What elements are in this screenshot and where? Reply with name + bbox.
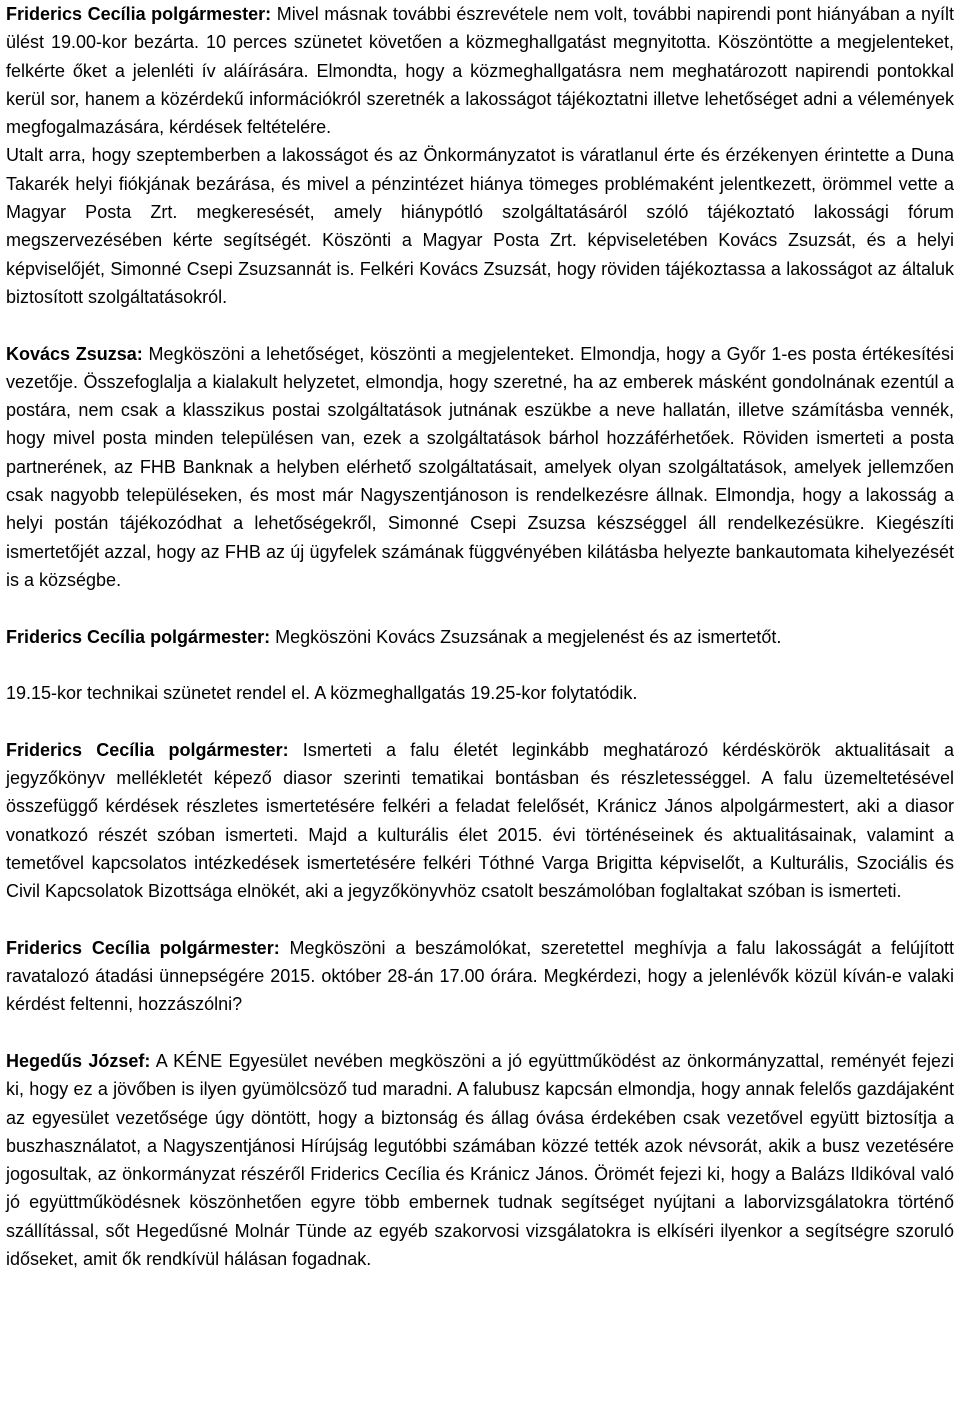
speaker-name: Friderics Cecília polgármester: — [6, 739, 289, 760]
paragraph-kovacs — [6, 340, 954, 595]
paragraph-text: Megköszöni Kovács Zsuzsának a megjelenést és az ismertetőt. — [270, 626, 782, 647]
document-page — [6, 0, 954, 1273]
paragraph-text: 19.15-kor technikai szünetet rendel el. A közmeghallgatás 19.25-kor folytatódik. — [6, 683, 638, 704]
speaker-name: Friderics Cecília polgármester: — [6, 937, 280, 958]
paragraph-break-notice — [6, 679, 954, 707]
paragraph-spacer — [6, 594, 954, 622]
paragraph-text: Mivel másnak további észrevétele nem volt, további napirendi pont hiányában a nyílt ülést 19.00-kor bezárta. 10 perces szünetet követően a közmeghallgatást megnyitotta. Köszöntötte a megjelenteket, felkérte őket a jelenléti ív aláírására. Elmondta, hogy a közmeghallgatásra nem meghatározott napirendi pontokkal kerül sor, hanem a közérdekű információkról szeretnék a lakosságot tájékoztatni illetve lehetőséget adni a vélemények megfogalmazására, kérdések feltételére. — [6, 4, 955, 138]
speaker-name: Friderics Cecília polgármester: — [6, 4, 272, 24]
speaker-name: Kovács Zsuzsa: — [6, 343, 143, 364]
paragraph-spacer — [6, 906, 954, 934]
paragraph-text: A KÉNE Egyesület nevében megköszöni a jó együttműködést az önkormányzattal, reményét fejezi ki, hogy ez a jövőben is ilyen gyümölcsöző tud maradni. A falubusz kapcsán elmondja, hogy annak felelős gazdájaként az egyesület vezetősége úgy döntött, hogy a biztonság és állag óvása érdekében csak vezetővel együtt biztosítja a buszhasználatot, a Nagyszentjánosi Hírújság legutóbbi számában közzé tették azok névsorát, akik a busz vezetésére jogosultak, az önkormányzat részéről Friderics Cecília és Kránicz János. Örömét fejezi ki, hogy a Balázs Ildikóval való jó együttműködésnek köszönhetően egyre több embernek tudnak segítséget nyújtani a laborvizsgálatokra történő szállítással, sőt Hegedűsné Molnár Tünde az egyéb szakorvosi vizsgálatokra is elkíséri ilyenkor a segítségre szoruló időseket, amit ők rendkívül hálásan fogadnak. — [6, 1050, 954, 1270]
paragraph-thanks — [6, 623, 954, 651]
paragraph-hegedus — [6, 1047, 954, 1273]
paragraph-village-life — [6, 736, 954, 906]
paragraph-spacer — [6, 1019, 954, 1047]
paragraph-text: Megköszöni a beszámolókat, szeretettel meghívja a falu lakosságát a felújított ravatalozó átadási ünnepségére 2015. október 28-án 17.00 órára. Megkérdezi, hogy a jelenlévők közül kíván-e valaki kérdést feltenni, hozzászólni? — [6, 937, 954, 1015]
paragraph-spacer — [6, 707, 954, 735]
paragraph-invitation — [6, 934, 954, 1019]
paragraph-spacer — [6, 311, 954, 339]
paragraph-text: Ismerteti a falu életét leginkább meghatározó kérdéskörök aktualitásait a jegyzőkönyv mellékletét képező diasor szerinti tematikai bontásban és részletességgel. A falu üzemeltetésével összefüggő kérdések részletes ismertetésére felkéri a feladat felelősét, Kránicz János alpolgármestert, aki a diasor vonatkozó részét szóban ismerteti. Majd a kulturális élet 2015. évi történéseinek és aktualitásainak, valamint a temetővel kapcsolatos intézkedések ismertetésére felkéri Tóthné Varga Brigitta képviselőt, a Kulturális, Szociális és Civil Kapcsolatok Bizottsága elnökét, aki a jegyzőkönyvhöz csatolt beszámolóban foglaltakat szóban is ismerteti. — [6, 739, 954, 902]
paragraph-opening — [6, 0, 954, 141]
paragraph-spacer — [6, 651, 954, 679]
paragraph-text: Utalt arra, hogy szeptemberben a lakosságot és az Önkormányzatot is váratlanul érte és érzékenyen érintette a Duna Takarék helyi fiókjának bezárása, és mivel a pénzintézet hiánya tömeges problémaként jelentkezett, örömmel vette a Magyar Posta Zrt. megkeresését, amely hiánypótló szolgáltatásáról szóló tájékoztató lakossági fórum megszervezésében kérte segítségét. Köszönti a Magyar Posta Zrt. képviseletében Kovács Zsuzsát, és a helyi képviselőjét, Simonné Csepi Zsuzsannát is. Felkéri Kovács Zsuzsát, hogy röviden tájékoztassa a lakosságot az általuk biztosított szolgáltatásokról. — [6, 145, 954, 307]
paragraph-bank-closure — [6, 141, 954, 311]
paragraph-text: Megköszöni a lehetőséget, köszönti a megjelenteket. Elmondja, hogy a Győr 1-es posta értékesítési vezetője. Összefoglalja a kialakult helyzetet, elmondja, hogy szeretné, ha az emberek másként gondolnának ezentúl a postára, nem csak a klasszikus postai szolgáltatások jutnának eszükbe a neve hallatán, illetve számításba vennék, hogy mivel posta minden településen van, ezek a szolgáltatások bárhol hozzáférhetőek. Röviden ismerteti a posta partnerének, az FHB Banknak a helyben elérhető szolgáltatásait, amelyek olyan szolgáltatások, amelyek jellemzően csak nagyobb településeken, és most már Nagyszentjánoson is rendelkezésre állnak. Elmondja, hogy a lakosság a helyi postán tájékozódhat a lehetőségekről, Simonné Csepi Zsuzsa készséggel áll rendelkezésükre. Kiegészíti ismertetőjét azzal, hogy az FHB az új ügyfelek számának függvényében kilátásba helyezte bankautomata kihelyezését is a községbe. — [6, 343, 954, 590]
speaker-name: Hegedűs József: — [6, 1050, 151, 1071]
speaker-name: Friderics Cecília polgármester: — [6, 626, 271, 647]
